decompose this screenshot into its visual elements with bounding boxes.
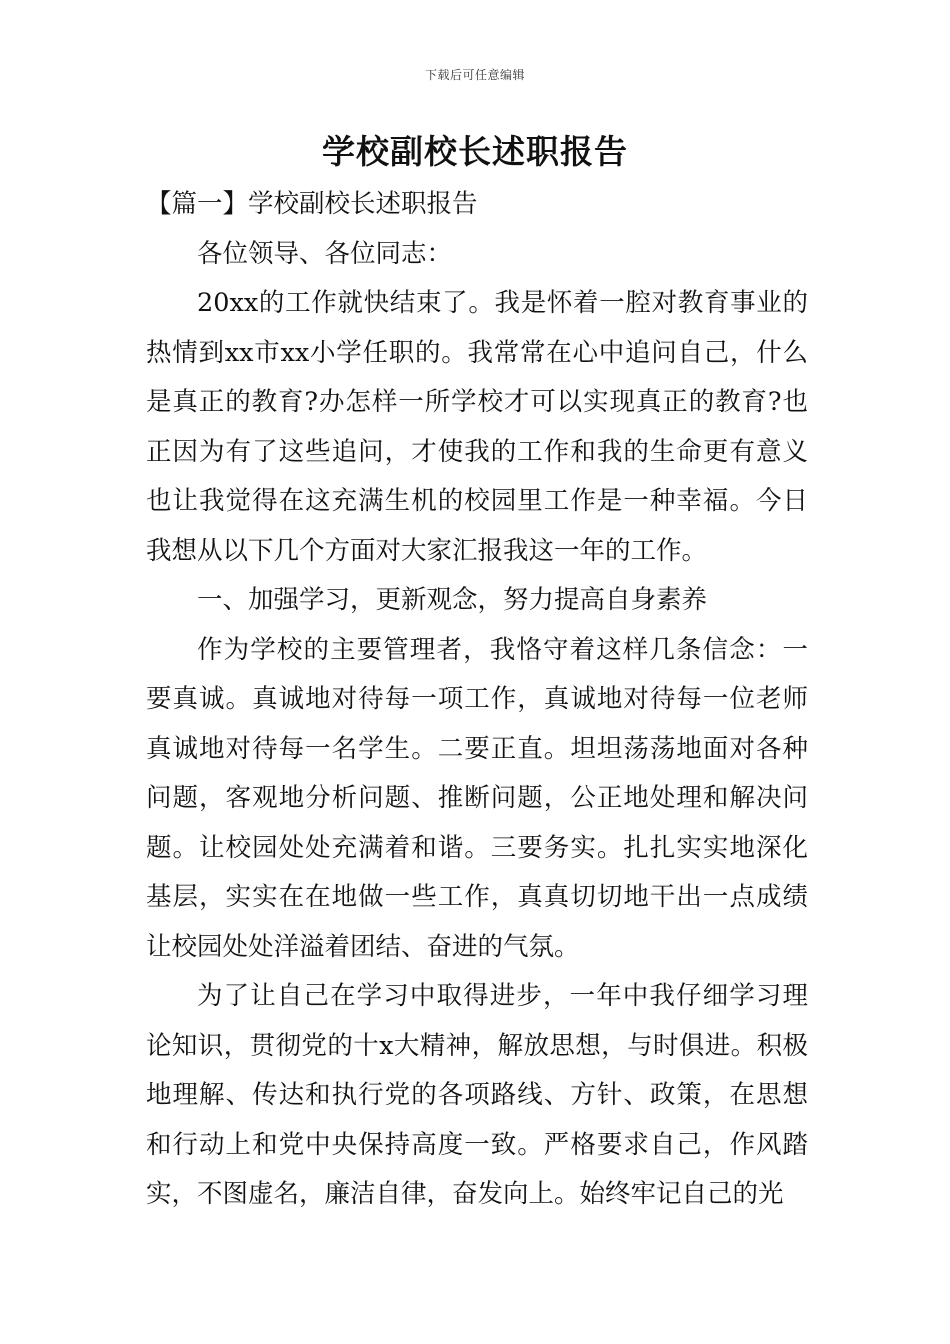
paragraph-study: 为了让自己在学习中取得进步，一年中我仔细学习理论知识，贯彻党的十x大精神，解放思想，与时俱进。积极地理解、传达和执行党的各项路线、方针、政策，在思想和行动上和党中央保持高度一致。严格要求自己，作风踏实，不图虚名，廉洁自律，奋发向上。始终牢记自己的光 xyxy=(146,981,808,1209)
paragraph-subheading-1: 一、加强学习，更新观念，努力提高自身素养 xyxy=(197,585,708,615)
paragraph-intro: 20xx的工作就快结束了。我是怀着一腔对教育事业的热情到xx市xx小学任职的。我常常在心中追问自己，什么是真正的教育?办怎样一所学校才可以实现真正的教育?也正因为有了这些追问，才使我的工作和我的生命更有意义也让我觉得在这充满生机的校园里工作是一种幸福。今日我想从以下几个方面对大家汇报我这一年的工作。 xyxy=(146,288,808,566)
paragraph-beliefs: 作为学校的主要管理者，我恪守着这样几条信念：一要真诚。真诚地对待每一项工作，真诚地对待每一位老师真诚地对待每一名学生。二要正直。坦坦荡荡地面对各种问题，客观地分析问题、推断问题，公正地处理和解决问题。让校园处处充满着和谐。三要务实。扎扎实实地深化基层，实实在在地做一些工作，真真切切地干出一点成绩让校园处处洋溢着团结、奋进的气氛。 xyxy=(146,634,808,962)
header-note: 下载后可任意编辑 xyxy=(424,68,525,82)
section-heading: 【篇一】学校副校长述职报告 xyxy=(146,189,478,219)
document-title: 学校副校长述职报告 xyxy=(322,132,628,171)
document-body xyxy=(146,180,808,1220)
paragraph-salutation: 各位领导、各位同志： xyxy=(197,238,453,269)
